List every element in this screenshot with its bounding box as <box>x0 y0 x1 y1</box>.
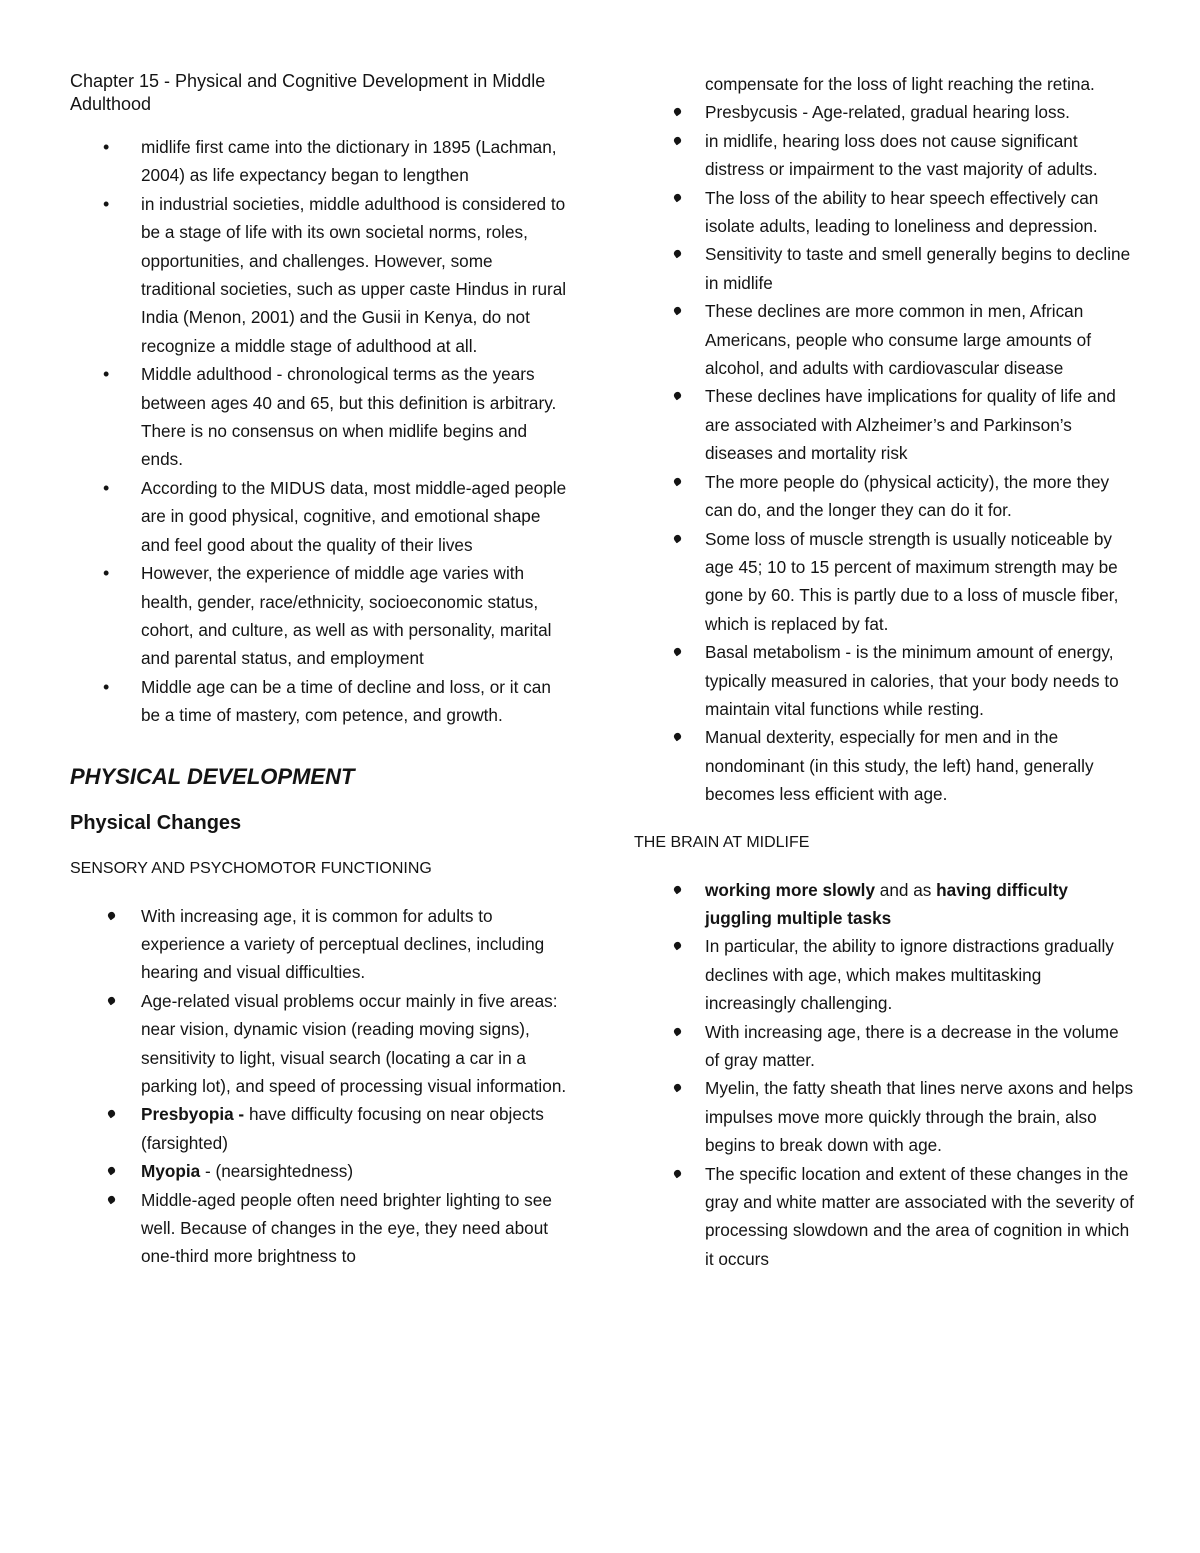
list-item <box>70 1100 570 1157</box>
physical-bullet-list <box>634 98 1134 808</box>
term-presbyopia: Presbyopia - <box>141 1104 245 1125</box>
definition-myopia: - (nearsightedness) <box>200 1161 354 1182</box>
list-item: Middle-aged people often need brighter lighting to see well. Because of changes in the eye, they need about one-third more brightness to <box>70 1186 570 1271</box>
connector-text: and as <box>875 879 937 900</box>
list-item: With increasing age, there is a decrease in the volume of gray matter. <box>634 1018 1134 1075</box>
list-item: The specific location and extent of these changes in the gray and white matter are associated with the severity of processing slowdown and the area of cognition in which it occurs <box>634 1160 1134 1274</box>
list-item: Sensitivity to taste and smell generally begins to decline in midlife <box>634 240 1134 297</box>
heading-physical-changes: Physical Changes <box>70 811 242 834</box>
list-item: • in industrial societies, middle adulthood is considered to be a stage of life with its own societal norms, roles, opportunities, and challenges. However, some traditional societies, such as upper caste Hindus in rural India (Menon, 2001) and the Gusii in Kenya, do not recognize a middle stage of adulthood at all. <box>70 190 570 360</box>
left-column <box>70 70 570 1271</box>
list-item: These declines are more common in men, African Americans, people who consume large amounts of alcohol, and adults with cardiovascular disease <box>634 297 1134 382</box>
continued-text: compensate for the loss of light reaching the retina. <box>705 74 1095 94</box>
list-item: With increasing age, it is common for adults to experience a variety of perceptual declines, including hearing and visual difficulties. <box>70 902 570 987</box>
list-item: Presbycusis - Age-related, gradual hearing loss. <box>634 98 1134 126</box>
definition-presbyopia: have difficulty focusing on near objects (farsighted) <box>141 1104 544 1153</box>
heading-brain-at-midlife: THE BRAIN AT MIDLIFE <box>634 833 810 851</box>
chapter-title: Chapter 15 - Physical and Cognitive Development in Middle Adulthood <box>70 71 546 114</box>
list-item: Manual dexterity, especially for men and in the nondominant (in this study, the left) hand, generally becomes less efficient with age. <box>634 723 1134 808</box>
list-item: • Middle adulthood - chronological terms as the years between ages 40 and 65, but this definition is arbitrary. There is no consensus on when midlife begins and ends. <box>70 360 570 474</box>
intro-bullet-list <box>70 133 570 730</box>
list-item: Basal metabolism - is the minimum amount of energy, typically measured in calories, that your body needs to maintain vital functions while resting. <box>634 638 1134 723</box>
list-item <box>70 1157 570 1185</box>
list-item: • However, the experience of middle age varies with health, gender, race/ethnicity, socioeconomic status, cohort, and culture, as well as with personality, marital and parental status, and employment <box>70 559 570 673</box>
right-column <box>634 70 1134 1273</box>
brain-bullet-list <box>634 876 1134 1274</box>
list-item: Age-related visual problems occur mainly in five areas: near vision, dynamic vision (reading moving signs), sensitivity to light, visual search (locating a car in a parking lot), and speed of processing visual information. <box>70 987 570 1101</box>
term-multitasking-difficulty: having difficulty juggling multiple tasks <box>705 879 1068 928</box>
list-item: • Middle age can be a time of decline and loss, or it can be a time of mastery, com petence, and growth. <box>70 673 570 730</box>
sensory-bullet-list <box>70 902 570 1271</box>
list-item: Some loss of muscle strength is usually noticeable by age 45; 10 to 15 percent of maximum strength may be gone by 60. This is partly due to a loss of muscle fiber, which is replaced by fat. <box>634 525 1134 639</box>
term-working-slowly: working more slowly <box>705 879 876 900</box>
heading-physical-development: PHYSICAL DEVELOPMENT <box>70 763 355 789</box>
list-item: The loss of the ability to hear speech effectively can isolate adults, leading to loneliness and depression. <box>634 184 1134 241</box>
list-item: Myelin, the fatty sheath that lines nerve axons and helps impulses move more quickly through the brain, also begins to break down with age. <box>634 1074 1134 1159</box>
list-item: • midlife first came into the dictionary in 1895 (Lachman, 2004) as life expectancy began to lengthen <box>70 133 570 190</box>
list-item: In particular, the ability to ignore distractions gradually declines with age, which makes multitasking increasingly challenging. <box>634 932 1134 1017</box>
list-item: in midlife, hearing loss does not cause significant distress or impairment to the vast majority of adults. <box>634 127 1134 184</box>
term-myopia: Myopia <box>141 1161 201 1182</box>
list-item: • According to the MIDUS data, most middle-aged people are in good physical, cognitive, and emotional shape and feel good about the quality of their lives <box>70 474 570 559</box>
list-item: The more people do (physical acticity), the more they can do, and the longer they can do it for. <box>634 468 1134 525</box>
heading-sensory-psychomotor: SENSORY AND PSYCHOMOTOR FUNCTIONING <box>70 859 432 877</box>
list-item <box>634 876 1134 933</box>
list-item: These declines have implications for quality of life and are associated with Alzheimer’s and Parkinson’s diseases and mortality risk <box>634 382 1134 467</box>
